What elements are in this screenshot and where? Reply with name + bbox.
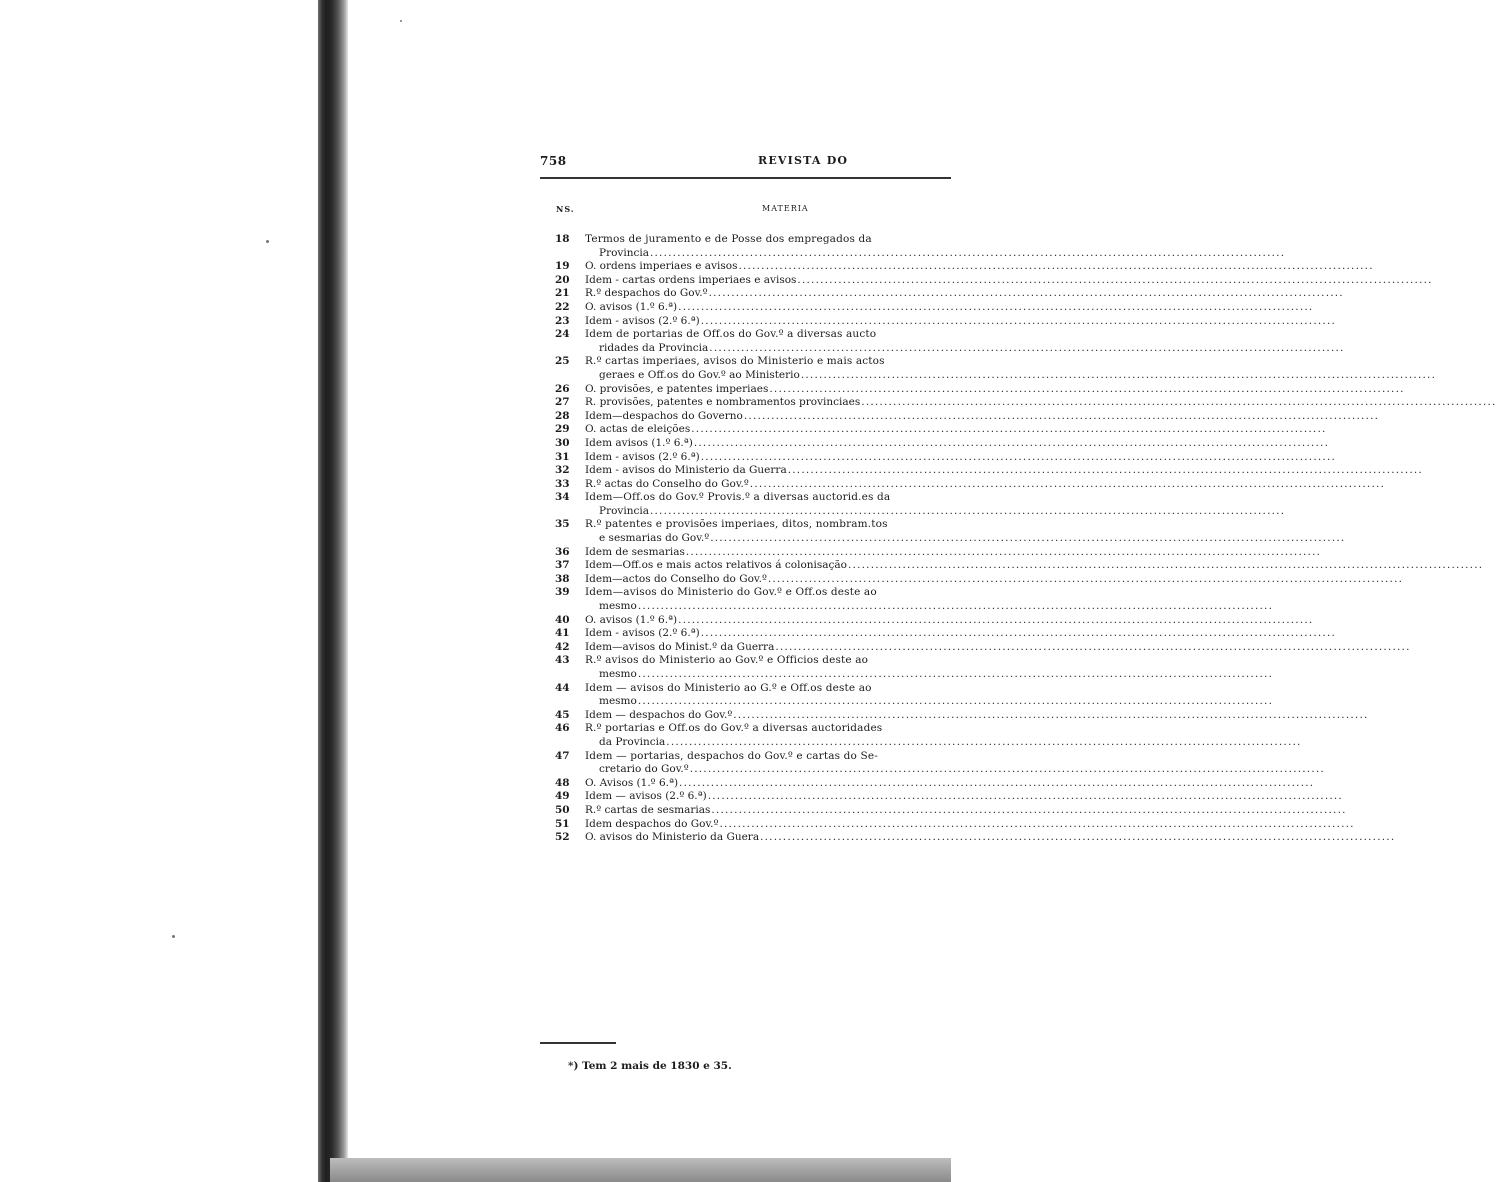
speck-mark bbox=[400, 20, 402, 22]
journal-title: REVISTA DO bbox=[758, 154, 849, 167]
index-entry bbox=[552, 491, 1286, 518]
index-entry bbox=[552, 314, 1337, 329]
entry-line bbox=[585, 654, 1273, 668]
entry-text bbox=[585, 328, 1345, 355]
entry-line-text: R. provisões, patentes e nombramentos provinciaes bbox=[585, 396, 861, 409]
index-entry bbox=[552, 409, 1380, 424]
dot-leader: ............................................................................................................................................ bbox=[848, 559, 1484, 572]
entry-line-text: e sesmarias do Gov.º bbox=[599, 532, 710, 545]
entry-line bbox=[585, 315, 1336, 329]
entry-line bbox=[585, 410, 1379, 424]
entry-line-text: O. avisos (1.º 6.ª) bbox=[585, 613, 678, 626]
entry-line-text: O. Avisos (1.º 6.ª) bbox=[585, 776, 679, 789]
entry-text bbox=[585, 464, 1423, 478]
entry-number: 52 bbox=[555, 831, 570, 844]
entry-line-text: Idem de portarias de Off.os do Gov.º a diversas aucto bbox=[585, 328, 877, 341]
index-entry bbox=[552, 382, 1405, 397]
entry-text bbox=[585, 586, 1273, 613]
entry-text bbox=[585, 831, 1395, 845]
dot-leader: ............................................................................................................................................ bbox=[711, 803, 1347, 816]
entry-text bbox=[585, 546, 1321, 560]
entry-line-text: Provincia bbox=[599, 246, 649, 259]
number-column-header: NS. bbox=[556, 204, 575, 214]
entry-text bbox=[585, 491, 1285, 518]
dot-leader: ............................................................................................................................................ bbox=[787, 464, 1423, 477]
index-entry bbox=[552, 831, 1396, 845]
entry-text bbox=[585, 274, 1433, 288]
entry-text bbox=[585, 790, 1343, 804]
entry-line bbox=[585, 451, 1336, 465]
entry-text bbox=[585, 573, 1403, 587]
entry-number: 27 bbox=[555, 396, 570, 409]
entry-line bbox=[585, 763, 1325, 777]
entry-number: 22 bbox=[555, 300, 570, 313]
dot-leader: ............................................................................................................................................ bbox=[685, 545, 1322, 558]
entry-number: 33 bbox=[555, 477, 570, 490]
entry-number: 40 bbox=[555, 613, 570, 626]
entry-line bbox=[585, 518, 1345, 532]
entry-number: 43 bbox=[555, 654, 570, 667]
entry-line-text: Idem—despachos do Governo bbox=[585, 409, 743, 422]
entry-line-text: Idem—actos do Conselho do Gov.º bbox=[585, 572, 767, 585]
entry-text bbox=[585, 682, 1273, 709]
index-entry bbox=[552, 790, 1343, 804]
entry-number: 46 bbox=[555, 722, 570, 735]
dot-leader: ............................................................................................................................................ bbox=[738, 260, 1374, 273]
dot-leader: ............................................................................................................................................ bbox=[637, 668, 1274, 680]
dot-leader: ............................................................................................................................................ bbox=[708, 287, 1344, 300]
entry-line bbox=[585, 709, 1369, 723]
index-entry bbox=[552, 287, 1344, 301]
dot-leader: ............................................................................................................................................ bbox=[666, 735, 1302, 748]
entry-number: 31 bbox=[555, 450, 570, 463]
dot-leader: ............................................................................................................................................ bbox=[700, 450, 1337, 463]
entry-line-text: mesmo bbox=[599, 695, 637, 708]
entry-line-text: O. provisões, e patentes imperiaes bbox=[585, 382, 769, 395]
index-entry bbox=[552, 613, 1314, 628]
entry-number: 45 bbox=[555, 708, 570, 721]
entry-line-text: Idem despachos do Gov.º bbox=[585, 817, 719, 830]
entry-text bbox=[585, 383, 1405, 397]
entry-line-text: R.º cartas de sesmarias bbox=[585, 803, 711, 816]
index-entry bbox=[552, 260, 1374, 274]
index-entry bbox=[552, 803, 1347, 818]
dot-leader: ............................................................................................................................................ bbox=[767, 572, 1404, 585]
entry-text bbox=[585, 396, 1497, 410]
entry-number: 36 bbox=[555, 545, 570, 558]
entry-line-text: Termos de juramento e de Posse dos empregados da bbox=[585, 233, 872, 245]
page-number: 758 bbox=[540, 154, 567, 168]
dot-leader: ............................................................................................................................................ bbox=[689, 763, 1325, 776]
dot-leader: ............................................................................................................................................ bbox=[691, 423, 1327, 436]
entry-text bbox=[585, 478, 1385, 492]
index-entry bbox=[552, 559, 1484, 573]
entry-number: 28 bbox=[555, 409, 570, 422]
entry-number: 39 bbox=[555, 586, 570, 599]
entry-line bbox=[585, 464, 1423, 478]
dot-leader: ............................................................................................................................................ bbox=[637, 695, 1274, 708]
entry-number: 18 bbox=[555, 233, 570, 245]
entry-text bbox=[585, 777, 1314, 791]
index-entry bbox=[552, 640, 1411, 655]
entry-line bbox=[585, 559, 1483, 573]
entry-number: 42 bbox=[555, 640, 570, 653]
entry-number: 21 bbox=[555, 287, 570, 300]
entry-text bbox=[585, 641, 1411, 655]
index-entry bbox=[552, 233, 1286, 260]
entry-number: 19 bbox=[555, 260, 570, 273]
entry-text bbox=[585, 804, 1347, 818]
entry-line-text: Provincia bbox=[599, 504, 649, 517]
dot-leader: ............................................................................................................................................ bbox=[769, 382, 1405, 395]
entry-line bbox=[585, 287, 1344, 301]
entry-line bbox=[585, 505, 1285, 519]
entry-line bbox=[585, 301, 1313, 315]
entry-number: 47 bbox=[555, 749, 570, 762]
entry-line bbox=[585, 790, 1343, 804]
entry-text bbox=[585, 818, 1355, 832]
entry-number: 29 bbox=[555, 423, 570, 436]
entry-line-text: O. avisos do Ministerio da Guera bbox=[585, 831, 760, 844]
dot-leader: ............................................................................................................................................ bbox=[700, 314, 1337, 327]
dot-leader: ............................................................................................................................................ bbox=[700, 627, 1337, 640]
entry-line bbox=[585, 573, 1403, 587]
dot-leader: ............................................................................................................................................ bbox=[710, 532, 1346, 545]
dot-leader: ............................................................................................................................................ bbox=[649, 246, 1286, 259]
entry-line bbox=[585, 668, 1273, 682]
entry-line bbox=[585, 546, 1321, 560]
entry-line-text: Idem—avisos do Ministerio do Gov.º e Off.os deste ao bbox=[585, 586, 877, 599]
dot-leader: ............................................................................................................................................ bbox=[678, 300, 1314, 313]
dot-leader: ............................................................................................................................................ bbox=[775, 640, 1411, 653]
entry-line-text: Idem - avisos (2.º 6.ª) bbox=[585, 627, 700, 640]
entry-number: 30 bbox=[555, 436, 570, 449]
entry-line-text: Idem — avisos (2.º 6.ª) bbox=[585, 790, 707, 803]
entry-line bbox=[585, 627, 1336, 641]
entry-line-text: Idem - avisos (2.º 6.ª) bbox=[585, 314, 700, 327]
entry-number: 51 bbox=[555, 817, 570, 830]
entry-line-text: O. actas de eleições bbox=[585, 423, 691, 436]
entry-line-text: Idem — avisos do Ministerio ao G.º e Off.os deste ao bbox=[585, 681, 872, 694]
entry-line bbox=[585, 804, 1347, 818]
index-entry bbox=[552, 681, 1274, 709]
entry-line bbox=[585, 274, 1433, 288]
dot-leader: ............................................................................................................................................ bbox=[679, 776, 1315, 789]
dot-leader: ............................................................................................................................................ bbox=[749, 477, 1386, 490]
dot-leader: ............................................................................................................................................ bbox=[719, 817, 1355, 830]
index-entry bbox=[552, 355, 1437, 382]
entry-line-text: R.º despachos do Gov.º bbox=[585, 287, 708, 300]
index-entry bbox=[552, 464, 1423, 478]
index-entry bbox=[552, 477, 1386, 492]
entry-line bbox=[585, 260, 1374, 274]
left-page-blank bbox=[0, 0, 325, 1182]
entry-line-text: da Provincia bbox=[599, 735, 666, 748]
entry-line bbox=[585, 695, 1273, 709]
index-entry bbox=[552, 654, 1274, 681]
entry-number: 24 bbox=[555, 328, 570, 341]
dot-leader: ............................................................................................................................................ bbox=[649, 504, 1286, 517]
scan-bottom-edge bbox=[330, 1158, 951, 1182]
entry-line bbox=[585, 383, 1405, 397]
entry-line-text: mesmo bbox=[599, 600, 637, 613]
entry-line bbox=[585, 600, 1273, 614]
entry-text bbox=[585, 518, 1345, 545]
entry-line bbox=[585, 818, 1355, 832]
index-entry bbox=[552, 518, 1346, 545]
entry-line bbox=[585, 722, 1302, 736]
entry-number: 32 bbox=[555, 464, 570, 477]
entry-text bbox=[585, 627, 1336, 641]
entry-line-text: Idem - avisos do Ministerio da Guerra bbox=[585, 464, 787, 477]
entry-text bbox=[585, 233, 1285, 260]
entry-line bbox=[585, 478, 1385, 492]
entry-line bbox=[585, 586, 1273, 600]
entry-line bbox=[585, 437, 1329, 451]
entry-line bbox=[585, 777, 1314, 791]
index-entry bbox=[552, 708, 1369, 723]
index-entry bbox=[552, 300, 1314, 315]
entry-text bbox=[585, 750, 1325, 777]
entry-line-text: Idem—Off.os e mais actos relativos á colonisação bbox=[585, 559, 847, 572]
index-entry bbox=[552, 749, 1325, 777]
entry-text bbox=[585, 654, 1273, 681]
entry-line-text: R.º portarias e Off.os do Gov.º a diversas auctoridades bbox=[585, 722, 883, 735]
dot-leader: ............................................................................................................................................ bbox=[743, 409, 1380, 422]
header-rule bbox=[540, 177, 951, 179]
entry-text bbox=[585, 722, 1302, 749]
entry-number: 23 bbox=[555, 314, 570, 327]
entry-line bbox=[585, 396, 1497, 410]
dot-leader: ............................................................................................................................................ bbox=[709, 341, 1345, 354]
running-head bbox=[540, 154, 951, 172]
index-entry bbox=[552, 423, 1327, 437]
entry-number: 48 bbox=[555, 776, 570, 789]
index-entries bbox=[552, 233, 1497, 845]
index-entry bbox=[552, 627, 1337, 641]
entry-text bbox=[585, 614, 1313, 628]
entry-line-text: R.º actas do Conselho do Gov.º bbox=[585, 477, 749, 490]
entry-text bbox=[585, 287, 1344, 301]
entry-line-text: cretario do Gov.º bbox=[599, 763, 689, 776]
entry-line bbox=[585, 831, 1395, 845]
entry-line-text: Idem—avisos do Minist.º da Guerra bbox=[585, 640, 775, 653]
entry-text bbox=[585, 410, 1379, 424]
index-entry bbox=[552, 586, 1274, 613]
index-entry bbox=[552, 436, 1330, 451]
entry-line-text: ridades da Provincia bbox=[599, 341, 709, 354]
index-entry bbox=[552, 776, 1315, 791]
entry-line bbox=[585, 532, 1345, 546]
dot-leader: ............................................................................................................................................ bbox=[678, 613, 1314, 626]
entry-number: 20 bbox=[555, 273, 570, 286]
entry-number: 37 bbox=[555, 559, 570, 572]
entry-number: 25 bbox=[555, 355, 570, 368]
entry-line-text: O. ordens imperiaes e avisos bbox=[585, 260, 738, 273]
entry-line-text: Idem—Off.os do Gov.º Provis.º a diversas auctorid.es da bbox=[585, 491, 891, 504]
entry-line-text: R.º cartas imperiaes, avisos do Ministerio e mais actos bbox=[585, 355, 885, 368]
entry-line bbox=[585, 355, 1436, 369]
entry-line-text: geraes e Off.os do Gov.º ao Ministerio bbox=[599, 368, 800, 381]
entry-line bbox=[585, 423, 1327, 437]
speck-mark bbox=[266, 240, 269, 243]
index-entry bbox=[552, 450, 1337, 465]
index-entry bbox=[552, 545, 1322, 560]
entry-text bbox=[585, 355, 1436, 382]
dot-leader: ............................................................................................................................................ bbox=[693, 436, 1330, 449]
entry-number: 49 bbox=[555, 790, 570, 803]
dot-leader: ............................................................................................................................................ bbox=[800, 368, 1437, 381]
entry-line bbox=[585, 328, 1345, 342]
entry-number: 41 bbox=[555, 627, 570, 640]
index-entry bbox=[552, 572, 1404, 587]
book-gutter bbox=[318, 0, 348, 1182]
dot-leader: ............................................................................................................................................ bbox=[861, 396, 1497, 409]
entry-line-text: R.º patentes e provisões imperiaes, ditos, nombram.tos bbox=[585, 518, 888, 531]
entry-line-text: R.º avisos do Ministerio ao Gov.º e Officios deste ao bbox=[585, 654, 869, 667]
index-entry bbox=[552, 722, 1302, 749]
entry-text bbox=[585, 315, 1336, 329]
entry-line bbox=[585, 614, 1313, 628]
entry-line-text: Idem de sesmarias bbox=[585, 545, 685, 558]
dot-leader: ............................................................................................................................................ bbox=[797, 273, 1433, 286]
entry-line-text: Idem - cartas ordens imperiaes e avisos bbox=[585, 273, 797, 286]
entry-text bbox=[585, 709, 1369, 723]
entry-number: 44 bbox=[555, 681, 570, 694]
entry-line bbox=[585, 641, 1411, 655]
entry-text bbox=[585, 301, 1313, 315]
entry-line-text: Idem — despachos do Gov.º bbox=[585, 708, 733, 721]
entry-line bbox=[585, 736, 1302, 750]
entry-line bbox=[585, 247, 1285, 261]
dot-leader: ............................................................................................................................................ bbox=[733, 708, 1369, 721]
dot-leader: ............................................................................................................................................ bbox=[760, 831, 1396, 844]
speck-mark bbox=[172, 935, 175, 938]
dot-leader: ............................................................................................................................................ bbox=[637, 600, 1274, 613]
entry-line-text: Idem — portarias, despachos do Gov.º e cartas do Se- bbox=[585, 749, 878, 762]
entry-line-text: mesmo bbox=[599, 668, 637, 680]
footnote-rule bbox=[540, 1042, 616, 1044]
dot-leader: ............................................................................................................................................ bbox=[707, 790, 1343, 803]
entry-number: 26 bbox=[555, 382, 570, 395]
entry-number: 34 bbox=[555, 491, 570, 504]
entry-line bbox=[585, 491, 1285, 505]
entry-text bbox=[585, 260, 1374, 274]
entry-line bbox=[585, 342, 1345, 356]
entry-line-text: Idem avisos (1.º 6.ª) bbox=[585, 436, 693, 449]
index-entry bbox=[552, 396, 1497, 410]
subject-column-header: MATERIA bbox=[762, 204, 809, 213]
entry-number: 35 bbox=[555, 518, 570, 531]
entry-text bbox=[585, 559, 1483, 573]
entry-number: 38 bbox=[555, 572, 570, 585]
entry-number: 50 bbox=[555, 803, 570, 816]
entry-line bbox=[585, 682, 1273, 696]
entry-line bbox=[585, 369, 1436, 383]
entry-text bbox=[585, 423, 1327, 437]
entry-text bbox=[585, 451, 1336, 465]
index-entry bbox=[552, 817, 1355, 832]
entry-line bbox=[585, 750, 1325, 764]
footnote: *) Tem 2 mais de 1830 e 35. bbox=[568, 1060, 732, 1072]
entry-line-text: O. avisos (1.º 6.ª) bbox=[585, 300, 678, 313]
index-entry bbox=[552, 328, 1345, 355]
entry-line bbox=[585, 233, 1285, 247]
index-entry bbox=[552, 273, 1433, 288]
entry-line-text: Idem - avisos (2.º 6.ª) bbox=[585, 450, 700, 463]
entry-text bbox=[585, 437, 1329, 451]
